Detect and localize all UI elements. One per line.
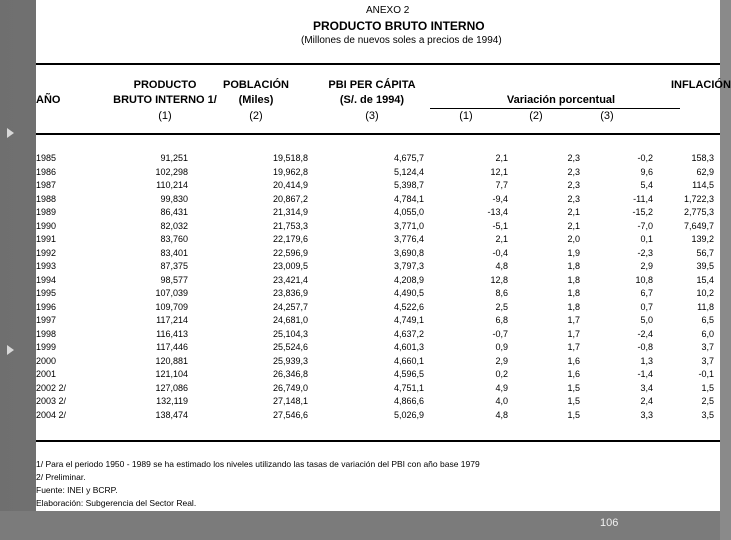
bullet-arrow-icon	[7, 345, 14, 355]
cell-v3: -0,8	[637, 342, 653, 352]
cell-v1: 8,6	[495, 288, 508, 298]
cell-v3: -15,2	[632, 207, 653, 217]
cell-year: 1992	[36, 247, 57, 258]
col-v3-number: (3)	[600, 110, 614, 122]
cell-v1: 4,8	[495, 409, 508, 420]
cell-pob: 23,421,4	[272, 274, 308, 285]
col-pob-header-1: POBLACIÓN	[223, 79, 289, 91]
cell-inf: 7,649,7	[683, 220, 714, 231]
table-row	[36, 382, 720, 394]
cell-v1: -13,4	[487, 207, 508, 217]
header-rule	[36, 133, 720, 135]
table-row	[36, 274, 720, 286]
cell-inf: 11,8	[697, 301, 714, 312]
cell-v3: -1,4	[637, 369, 653, 379]
cell-pob: 19,518,8	[272, 153, 308, 163]
cell-pob: 26,749,0	[272, 382, 308, 393]
footnote-2: 2/ Preliminar.	[36, 472, 86, 482]
cell-pbi: 86,431	[160, 207, 188, 217]
table-row	[36, 301, 720, 313]
cell-pbi: 138,474	[155, 409, 188, 420]
source-note: Fuente: INEI y BCRP.	[36, 485, 118, 495]
cell-pob: 19,962,8	[272, 166, 308, 177]
cell-year: 1994	[36, 274, 57, 285]
cell-inf: 15,4	[696, 274, 714, 285]
cell-v3: -0,2	[637, 153, 653, 163]
cell-pc: 4,784,1	[393, 193, 424, 204]
cell-year: 2003 2/	[36, 396, 67, 406]
cell-pbi: 107,039	[155, 288, 188, 298]
cell-pbi: 117,214	[156, 315, 188, 325]
cell-year: 2002 2/	[36, 382, 67, 393]
cell-pc: 5,398,7	[393, 180, 424, 190]
cell-year: 1985	[36, 153, 57, 163]
cell-pbi: 110,214	[156, 180, 188, 190]
col-v2-number: (2)	[529, 110, 543, 122]
cell-v3: 6,7	[640, 288, 653, 298]
cell-v3: -2,3	[637, 247, 653, 258]
cell-pc: 4,490,5	[393, 288, 424, 298]
cell-year: 1987	[36, 180, 57, 190]
cell-v1: 2,1	[495, 153, 508, 163]
cell-year: 2001	[36, 369, 57, 379]
cell-pob: 20,414,9	[272, 180, 308, 190]
cell-pc: 4,660,1	[393, 355, 424, 366]
cell-v3: 2,9	[640, 261, 653, 271]
table-row	[36, 368, 720, 380]
cell-v2: 2,3	[567, 193, 580, 204]
table-row	[36, 247, 720, 259]
table-row	[36, 193, 720, 205]
cell-pob: 24,681,0	[272, 315, 308, 325]
col-v1-number: (1)	[459, 110, 473, 122]
cell-v3: 3,4	[640, 382, 653, 393]
cell-inf: 39,5	[696, 261, 714, 271]
cell-pob: 22,596,9	[272, 247, 308, 258]
col-pbi-header-1: PRODUCTO	[133, 79, 197, 91]
col-year-header: AÑO	[36, 94, 61, 106]
cell-v1: -5,1	[492, 220, 508, 231]
cell-pc: 4,522,6	[393, 301, 424, 312]
cell-inf: 6,5	[701, 315, 714, 325]
cell-pbi: 98,577	[160, 274, 188, 285]
cell-inf: 1,5	[701, 382, 714, 393]
cell-pc: 4,751,1	[393, 382, 424, 393]
cell-pc: 4,749,1	[393, 315, 424, 325]
cell-inf: 158,3	[691, 153, 714, 163]
annex-label: ANEXO 2	[366, 5, 410, 16]
cell-v2: 2,3	[567, 153, 580, 163]
cell-year: 1988	[36, 193, 57, 204]
cell-v1: 4,0	[495, 396, 508, 406]
cell-v2: 1,5	[567, 396, 580, 406]
cell-pbi: 116,413	[156, 328, 188, 339]
cell-inf: 10,2	[696, 288, 714, 298]
cell-v1: 6,8	[495, 315, 508, 325]
cell-pbi: 127,086	[155, 382, 188, 393]
col-pob-number: (2)	[249, 110, 263, 122]
cell-v3: 3,3	[640, 409, 653, 420]
cell-pbi: 132,119	[156, 396, 188, 406]
cell-v1: 4,8	[495, 261, 508, 271]
table-row	[36, 166, 720, 178]
table-row	[36, 314, 720, 326]
cell-v3: 5,0	[640, 315, 653, 325]
footnote-1: 1/ Para el periodo 1950 - 1989 se ha estimado los niveles utilizando las tasas de variación del PBI con año base 1979	[36, 459, 480, 469]
cell-v2: 1,7	[567, 342, 580, 352]
cell-v2: 1,7	[567, 328, 580, 339]
variation-header: Variación porcentual	[506, 94, 616, 106]
cell-inf: 3,7	[701, 342, 714, 352]
table-row	[36, 328, 720, 340]
cell-v3: -2,4	[637, 328, 653, 339]
cell-pbi: 82,032	[160, 220, 188, 231]
cell-year: 1990	[36, 220, 57, 231]
cell-v1: 2,5	[495, 301, 508, 312]
cell-inf: -0,1	[698, 369, 714, 379]
cell-year: 1995	[36, 288, 57, 298]
table-row	[36, 260, 720, 272]
cell-v2: 1,5	[567, 382, 580, 393]
cell-v3: 0,7	[640, 301, 653, 312]
cell-pob: 23,009,5	[272, 261, 308, 271]
cell-v1: 0,9	[495, 342, 508, 352]
cell-pc: 4,675,7	[393, 153, 424, 163]
cell-v2: 2,3	[567, 180, 580, 190]
cell-year: 1997	[36, 315, 57, 325]
table-row	[36, 152, 720, 164]
cell-inf: 2,5	[701, 396, 714, 406]
cell-pbi: 117,446	[156, 342, 188, 352]
cell-pbi: 121,104	[155, 369, 188, 379]
cell-pc: 4,637,2	[393, 328, 424, 339]
cell-inf: 6,0	[701, 328, 714, 339]
cell-v2: 2,0	[567, 234, 580, 244]
cell-pob: 25,939,3	[272, 355, 308, 366]
table-row	[36, 233, 720, 245]
table-row	[36, 341, 720, 353]
table-row	[36, 206, 720, 218]
cell-year: 1993	[36, 261, 57, 271]
cell-pbi: 83,760	[160, 234, 188, 244]
col-pbi-header-2: BRUTO INTERNO 1/	[113, 94, 217, 106]
cell-v1: -9,4	[492, 193, 508, 204]
cell-pbi: 102,298	[155, 166, 188, 177]
cell-inf: 62,9	[696, 166, 714, 177]
col-pc-header-1: PBI PER CÁPITA	[328, 79, 416, 91]
col-pc-number: (3)	[365, 110, 379, 122]
col-pc-header-2: (S/. de 1994)	[339, 94, 405, 106]
cell-inf: 3,5	[701, 409, 714, 420]
document-page	[36, 0, 731, 511]
variation-rule	[430, 108, 680, 109]
cell-pc: 3,690,8	[393, 247, 424, 258]
col-inflation-header: INFLACIÓN	[671, 79, 731, 91]
cell-v1: -0,4	[492, 247, 508, 258]
cell-pc: 4,601,3	[393, 342, 424, 352]
cell-v2: 1,8	[567, 301, 580, 312]
cell-v3: -7,0	[637, 220, 653, 231]
cell-pob: 27,546,6	[272, 409, 308, 420]
cell-v1: 4,9	[495, 382, 508, 393]
page-title: PRODUCTO BRUTO INTERNO	[313, 19, 485, 33]
cell-v3: 5,4	[640, 180, 653, 190]
cell-pc: 5,026,9	[393, 409, 424, 420]
col-pob-header-2: (Miles)	[238, 94, 274, 106]
cell-v1: 2,1	[495, 234, 508, 244]
cell-v1: 2,9	[495, 355, 508, 366]
cell-pbi: 91,251	[160, 153, 188, 163]
cell-year: 1999	[36, 342, 57, 352]
cell-year: 1989	[36, 207, 57, 217]
table-row	[36, 395, 720, 407]
table-row	[36, 355, 720, 367]
cell-v2: 1,7	[567, 315, 580, 325]
cell-pbi: 120,881	[155, 355, 188, 366]
cell-v1: -0,7	[492, 328, 508, 339]
cell-pc: 4,208,9	[393, 274, 424, 285]
cell-v2: 2,1	[567, 220, 580, 231]
cell-year: 1991	[36, 234, 57, 244]
cell-year: 2004 2/	[36, 409, 67, 420]
cell-year: 1986	[36, 166, 57, 177]
cell-year: 2000	[36, 355, 57, 366]
cell-pob: 26,346,8	[272, 369, 308, 379]
cell-pbi: 87,375	[160, 261, 188, 271]
cell-inf: 139,2	[691, 234, 714, 244]
cell-pob: 25,104,3	[272, 328, 308, 339]
cell-v2: 1,6	[567, 369, 580, 379]
cell-pob: 24,257,7	[272, 301, 308, 312]
cell-v2: 1,8	[567, 288, 580, 298]
cell-pc: 4,055,0	[393, 207, 424, 217]
table-row	[36, 220, 720, 232]
cell-pbi: 109,709	[155, 301, 188, 312]
bottom-rule	[36, 440, 720, 442]
cell-inf: 114,5	[692, 180, 714, 190]
cell-v3: 0,1	[640, 234, 653, 244]
cell-v3: 10,8	[635, 274, 653, 285]
cell-v3: 2,4	[640, 396, 653, 406]
top-rule	[36, 63, 720, 65]
cell-inf: 2,775,3	[683, 207, 714, 217]
cell-v2: 1,5	[567, 409, 580, 420]
cell-v2: 1,9	[567, 247, 580, 258]
cell-v1: 0,2	[495, 369, 508, 379]
cell-pob: 27,148,1	[272, 396, 308, 406]
cell-v3: 1,3	[640, 355, 653, 366]
cell-year: 1996	[36, 301, 57, 312]
page-number: 106	[600, 517, 619, 529]
cell-v2: 1,6	[567, 355, 580, 366]
cell-inf: 1,722,3	[683, 193, 714, 204]
cell-pbi: 83,401	[160, 247, 188, 258]
cell-pob: 21,753,3	[272, 220, 308, 231]
cell-pc: 4,596,5	[393, 369, 424, 379]
cell-v1: 12,1	[490, 166, 508, 177]
cell-pc: 5,124,4	[393, 166, 424, 177]
table-row	[36, 179, 720, 191]
cell-v1: 12,8	[490, 274, 508, 285]
col-pbi-number: (1)	[158, 110, 172, 122]
cell-inf: 3,7	[701, 355, 714, 366]
table-row	[36, 409, 720, 421]
cell-pob: 23,836,9	[272, 288, 308, 298]
cell-pc: 4,866,6	[393, 396, 424, 406]
page-subtitle: (Millones de nuevos soles a precios de 1994)	[301, 35, 502, 46]
cell-pob: 25,524,6	[272, 342, 308, 352]
cell-pob: 22,179,6	[272, 234, 308, 244]
cell-v2: 2,3	[567, 166, 580, 177]
elaboration-note: Elaboración: Subgerencia del Sector Real.	[36, 498, 197, 508]
bullet-arrow-icon	[7, 128, 14, 138]
cell-pob: 20,867,2	[272, 193, 308, 204]
cell-pob: 21,314,9	[272, 207, 308, 217]
cell-inf: 56,7	[696, 247, 714, 258]
cell-pbi: 99,830	[160, 193, 188, 204]
cell-v1: 7,7	[495, 180, 508, 190]
cell-pc: 3,797,3	[393, 261, 424, 271]
cell-v2: 1,8	[567, 261, 580, 271]
cell-pc: 3,776,4	[393, 234, 424, 244]
cell-year: 1998	[36, 328, 57, 339]
cell-v3: 9,6	[640, 166, 653, 177]
cell-pc: 3,771,0	[393, 220, 424, 231]
cell-v3: -11,4	[633, 193, 653, 204]
cell-v2: 2,1	[567, 207, 580, 217]
table-row	[36, 287, 720, 299]
cell-v2: 1,8	[567, 274, 580, 285]
